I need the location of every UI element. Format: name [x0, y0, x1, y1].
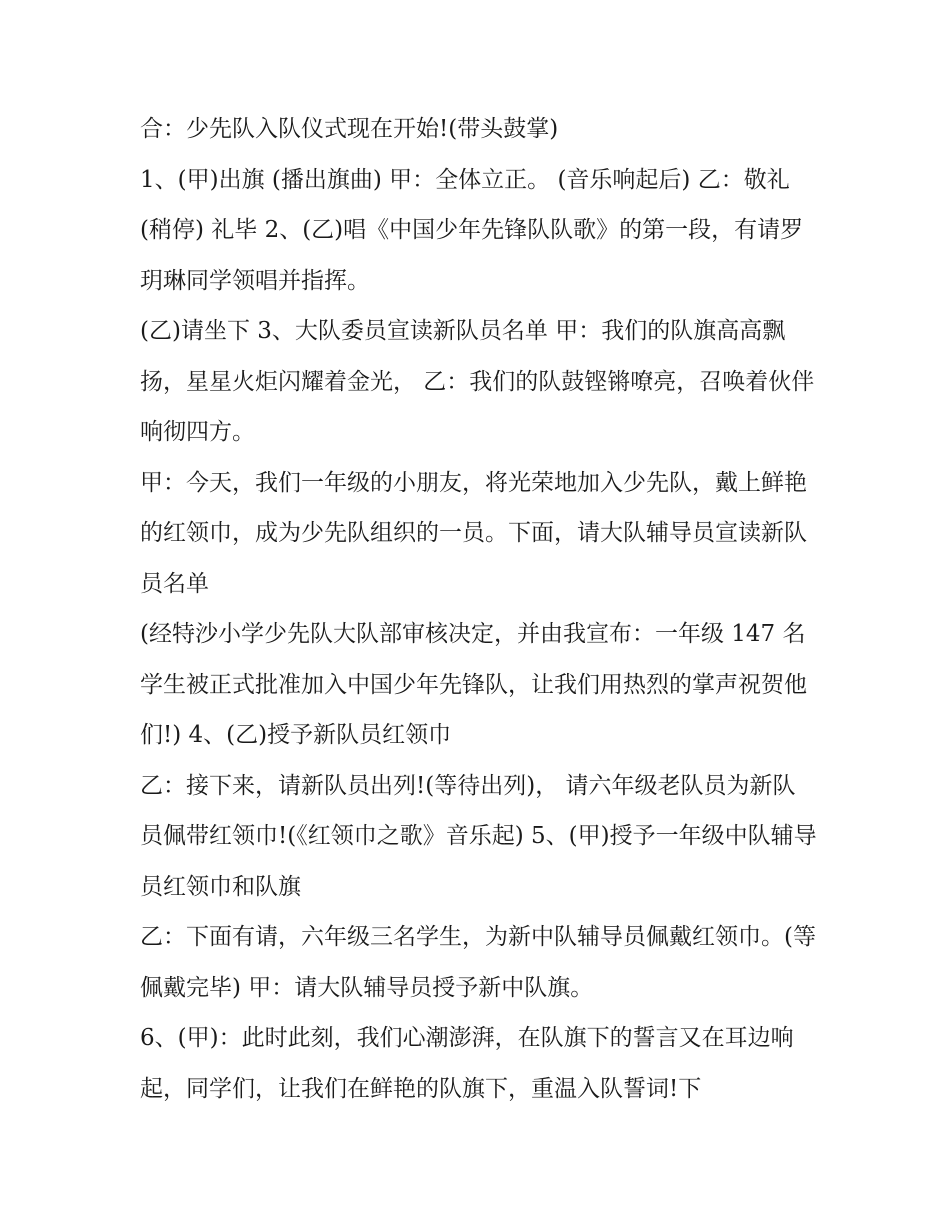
paragraph-flag-and-song: 1、(甲)出旗 (播出旗曲) 甲：全体立正。 (音乐响起后) 乙：敬礼(稍停) 礼毕 2、(乙)唱《中国少年先锋队队歌》的第一段，有请罗玥琳同学领唱并指挥。 [140, 166, 804, 294]
paragraph-announcement: (经特沙小学少先队大队部审核决定，并由我宣布：一年级 147 名学生被正式批准加入中国少年先锋队，让我们用热烈的掌声祝贺他们!) 4、(乙)授予新队员红领巾 [140, 621, 807, 748]
paragraph-scarf-ceremony: 乙：接下来，请新队员出列!(等待出列)， 请六年级老队员为新队员佩带红领巾!(《红领巾之歌》音乐起) 5、(甲)授予一年级中队辅导员红领巾和队旗 [140, 772, 817, 900]
paragraph-counselor-scarf: 乙：下面有请，六年级三名学生，为新中队辅导员佩戴红领巾。(等佩戴完毕) 甲：请大队辅导员授予新中队旗。 [140, 924, 816, 1001]
document-body [140, 104, 818, 1114]
paragraph-opening: 合：少先队入队仪式现在开始!(带头鼓掌) [140, 116, 559, 142]
paragraph-member-list: (乙)请坐下 3、大队委员宣读新队员名单 甲：我们的队旗高高飘扬，星星火炬闪耀着金光， 乙：我们的队鼓铿锵嘹亮，召唤着伙伴响彻四方。 [140, 318, 815, 445]
paragraph-announcement-intro: 甲：今天，我们一年级的小朋友，将光荣地加入少先队，戴上鲜艳的红领巾，成为少先队组织的一员。下面，请大队辅导员宣读新队员名单 [140, 469, 807, 597]
paragraph-oath: 6、(甲)：此时此刻，我们心潮澎湃，在队旗下的誓言又在耳边响起，同学们，让我们在鲜艳的队旗下，重温入队誓词!下 [140, 1025, 794, 1102]
